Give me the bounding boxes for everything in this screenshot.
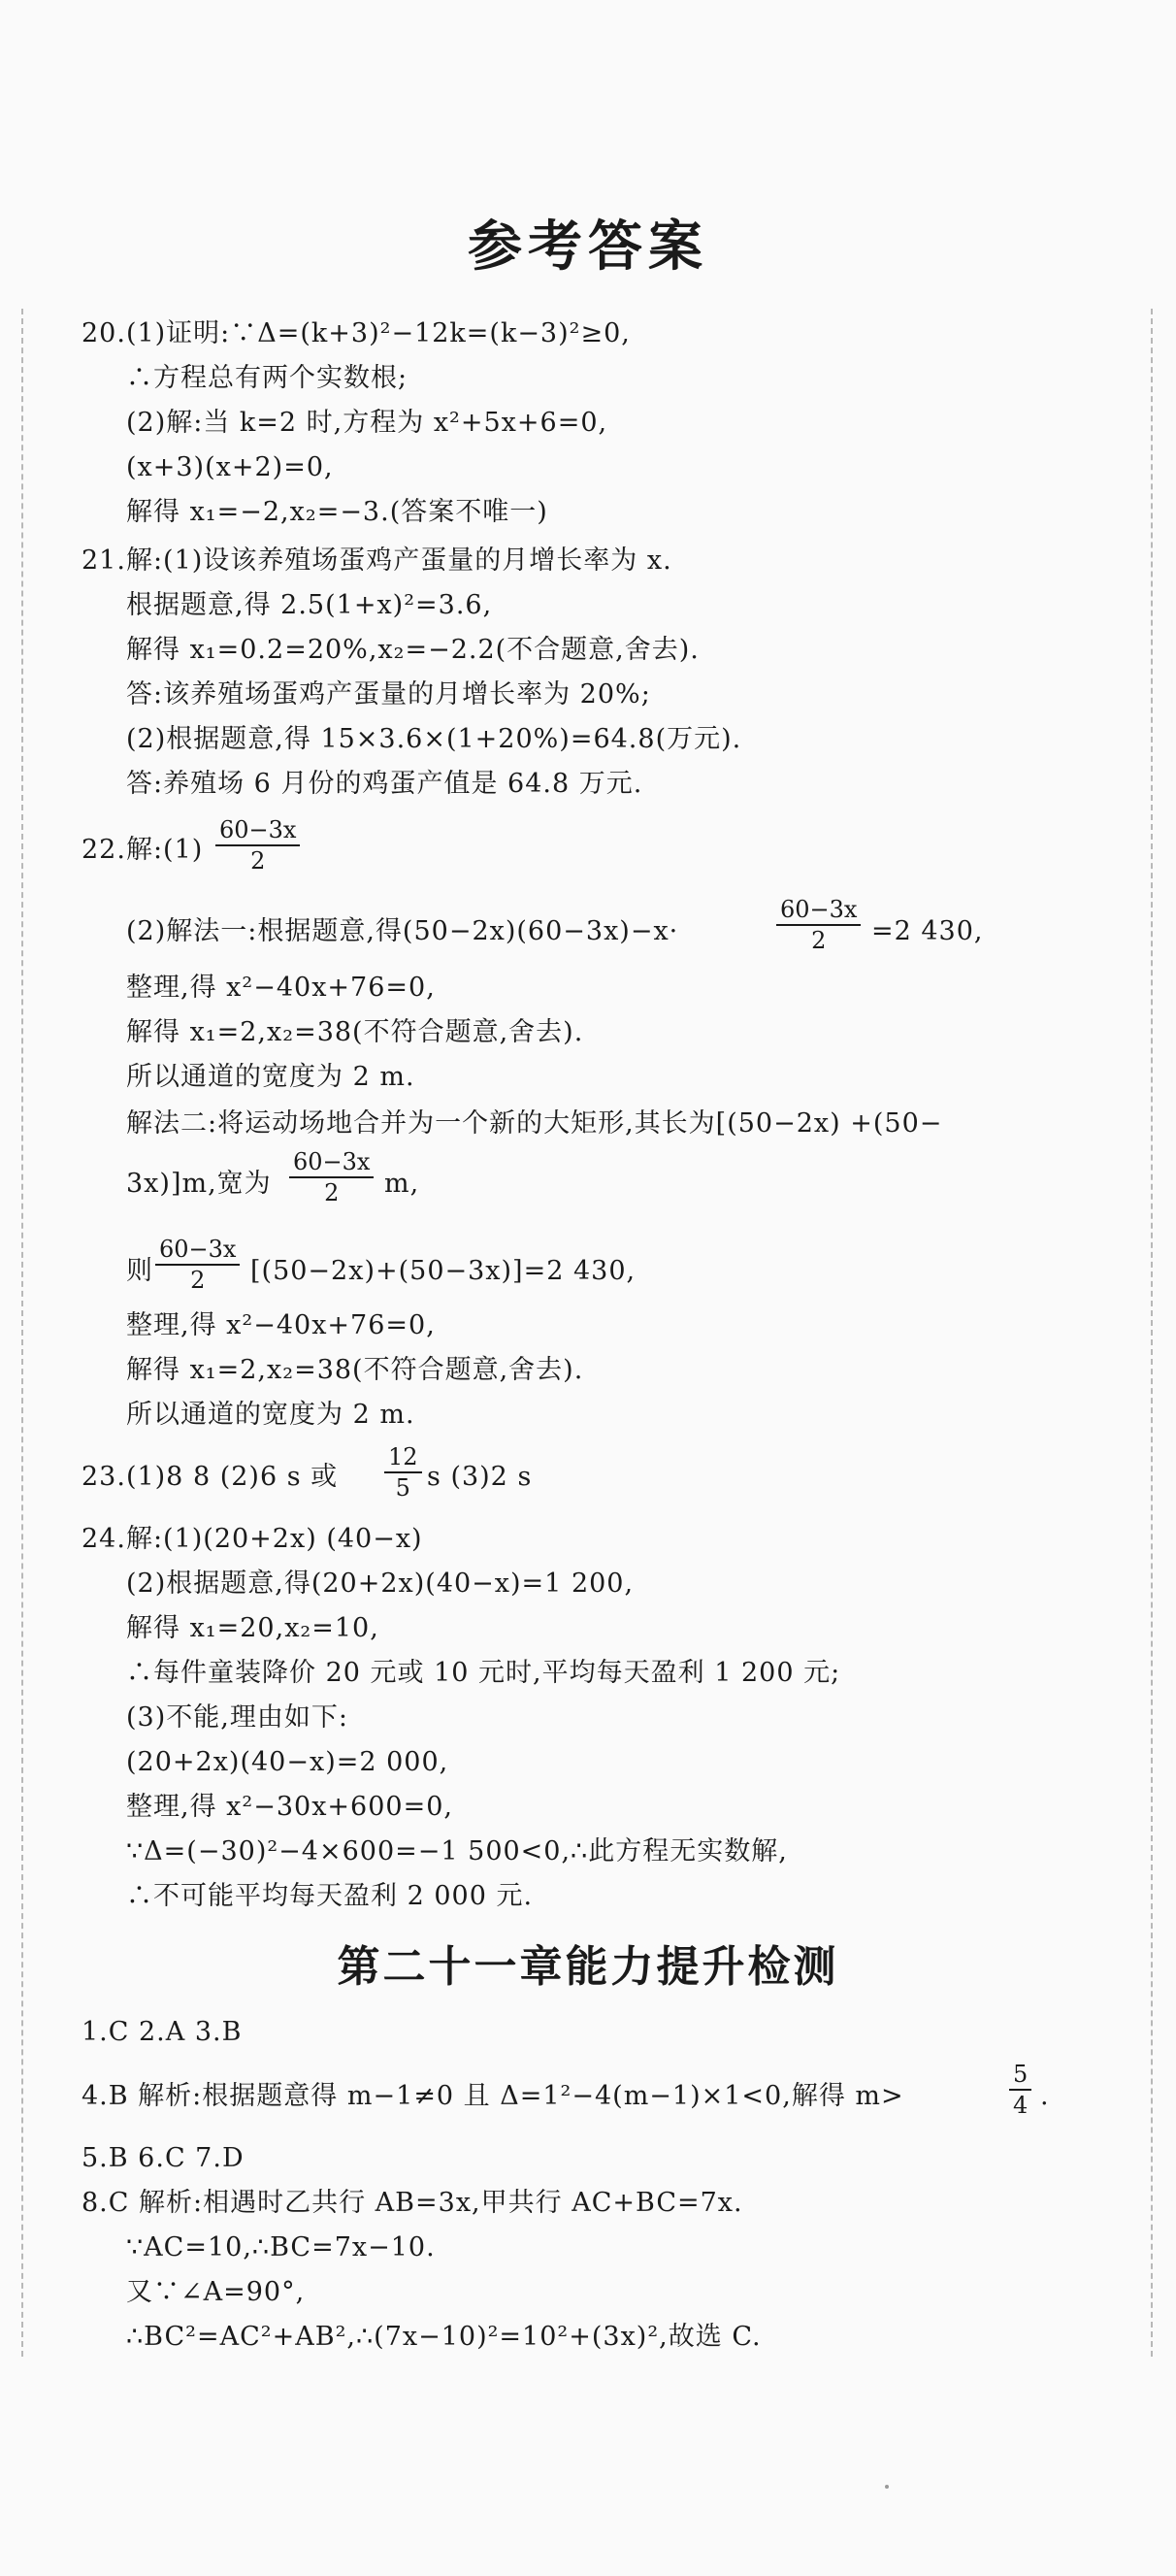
mc-line-1: 1.C 2.A 3.B: [82, 2017, 243, 2047]
q22-line-8a: 则: [126, 1256, 153, 1286]
fraction-4-numerator: 60−3x: [155, 1235, 240, 1266]
q21-line-3: 解得 x₁=0.2=20%,x₂=−2.2(不合题意,舍去).: [126, 635, 700, 665]
q23-line-a: 23.(1)8 8 (2)6 s 或: [82, 1462, 339, 1492]
fraction-1: [215, 815, 300, 875]
q22-line-2a: (2)解法一:根据题意,得(50−2x)(60−3x)−x·: [126, 916, 679, 946]
left-dashed-rule: [21, 309, 23, 2357]
q24-line-8: ∵Δ=(−30)²−4×600=−1 500<0,∴此方程无实数解,: [126, 1836, 788, 1866]
mc-line-9: ∵AC=10,∴BC=7x−10.: [126, 2232, 436, 2262]
fraction-3: [289, 1147, 374, 1207]
fraction-6: [1009, 2060, 1031, 2120]
q21-line-5: (2)根据题意,得 15×3.6×(1+20%)=64.8(万元).: [126, 724, 742, 754]
fraction-3-denominator: 2: [324, 1179, 340, 1206]
fraction-5: [384, 1442, 422, 1503]
q22-line-2b: =2 430,: [871, 916, 984, 946]
q20-line-3: (2)解:当 k=2 时,方程为 x²+5x+6=0,: [126, 408, 608, 438]
q22-line-5: 所以通道的宽度为 2 m.: [126, 1062, 415, 1092]
fraction-2: [776, 895, 861, 955]
q22-line-1: 22.解:(1): [82, 835, 204, 865]
fraction-4-denominator: 2: [190, 1267, 206, 1294]
q21-line-1: 21.解:(1)设该养殖场蛋鸡产蛋量的月增长率为 x.: [82, 545, 672, 576]
q21-line-4: 答:该养殖场蛋鸡产蛋量的月增长率为 20%;: [126, 679, 651, 710]
fraction-1-denominator: 2: [250, 847, 266, 875]
q23-line-b: s (3)2 s: [427, 1462, 533, 1492]
page-title: 参考答案: [468, 215, 708, 279]
q24-line-2: (2)根据题意,得(20+2x)(40−x)=1 200,: [126, 1569, 635, 1599]
q24-line-1: 24.解:(1)(20+2x) (40−x): [82, 1524, 423, 1554]
q20-line-5: 解得 x₁=−2,x₂=−3.(答案不唯一): [126, 497, 548, 527]
q22-line-8b: [(50−2x)+(50−3x)]=2 430,: [250, 1256, 637, 1286]
q20-line-1: 20.(1)证明:∵Δ=(k+3)²−12k=(k−3)²≥0,: [82, 318, 631, 348]
q22-line-9: 整理,得 x²−40x+76=0,: [126, 1310, 436, 1340]
section-title: 第二十一章能力提升检测: [337, 1942, 839, 1992]
fraction-6-numerator: 5: [1009, 2060, 1031, 2091]
mc-line-5: 5.B 6.C 7.D: [82, 2143, 245, 2173]
fraction-1-numerator: 60−3x: [215, 815, 300, 846]
mc-line-4b: .: [1040, 2081, 1050, 2111]
q22-line-10: 解得 x₁=2,x₂=38(不符合题意,舍去).: [126, 1355, 584, 1385]
q20-line-4: (x+3)(x+2)=0,: [126, 452, 334, 482]
q24-line-9: ∴不可能平均每天盈利 2 000 元.: [126, 1881, 534, 1911]
q24-line-5: (3)不能,理由如下:: [126, 1702, 348, 1733]
q24-line-6: (20+2x)(40−x)=2 000,: [126, 1747, 449, 1777]
q22-line-3: 整理,得 x²−40x+76=0,: [126, 973, 436, 1003]
speck-mark: [885, 2485, 889, 2489]
q22-line-7b: m,: [384, 1169, 420, 1199]
mc-line-8: 8.C 解析:相遇时乙共行 AB=3x,甲共行 AC+BC=7x.: [82, 2188, 743, 2218]
fraction-2-numerator: 60−3x: [776, 895, 861, 926]
fraction-6-denominator: 4: [1013, 2092, 1029, 2119]
mc-line-4a: 4.B 解析:根据题意得 m−1≠0 且 Δ=1²−4(m−1)×1<0,解得 m>: [82, 2081, 904, 2111]
q21-line-2: 根据题意,得 2.5(1+x)²=3.6,: [126, 590, 493, 620]
q22-line-11: 所以通道的宽度为 2 m.: [126, 1400, 415, 1430]
mc-line-11: ∴BC²=AC²+AB²,∴(7x−10)²=10²+(3x)²,故选 C.: [126, 2322, 762, 2352]
q22-line-7a: 3x)]m,宽为: [126, 1169, 272, 1199]
q22-line-6: 解法二:将运动场地合并为一个新的大矩形,其长为[(50−2x) +(50−: [126, 1108, 943, 1139]
right-dashed-rule: [1151, 309, 1153, 2357]
q21-line-6: 答:养殖场 6 月份的鸡蛋产值是 64.8 万元.: [126, 769, 643, 799]
q22-line-4: 解得 x₁=2,x₂=38(不符合题意,舍去).: [126, 1017, 584, 1047]
q24-line-7: 整理,得 x²−30x+600=0,: [126, 1792, 453, 1822]
q20-line-2: ∴方程总有两个实数根;: [126, 363, 408, 393]
fraction-3-numerator: 60−3x: [289, 1147, 374, 1178]
fraction-5-numerator: 12: [384, 1442, 422, 1473]
q24-line-3: 解得 x₁=20,x₂=10,: [126, 1613, 379, 1643]
mc-line-10: 又∵∠A=90°,: [126, 2277, 306, 2307]
fraction-5-denominator: 5: [395, 1474, 410, 1502]
q24-line-4: ∴每件童装降价 20 元或 10 元时,平均每天盈利 1 200 元;: [126, 1658, 841, 1688]
fraction-4: [155, 1235, 240, 1295]
fraction-2-denominator: 2: [811, 927, 827, 954]
